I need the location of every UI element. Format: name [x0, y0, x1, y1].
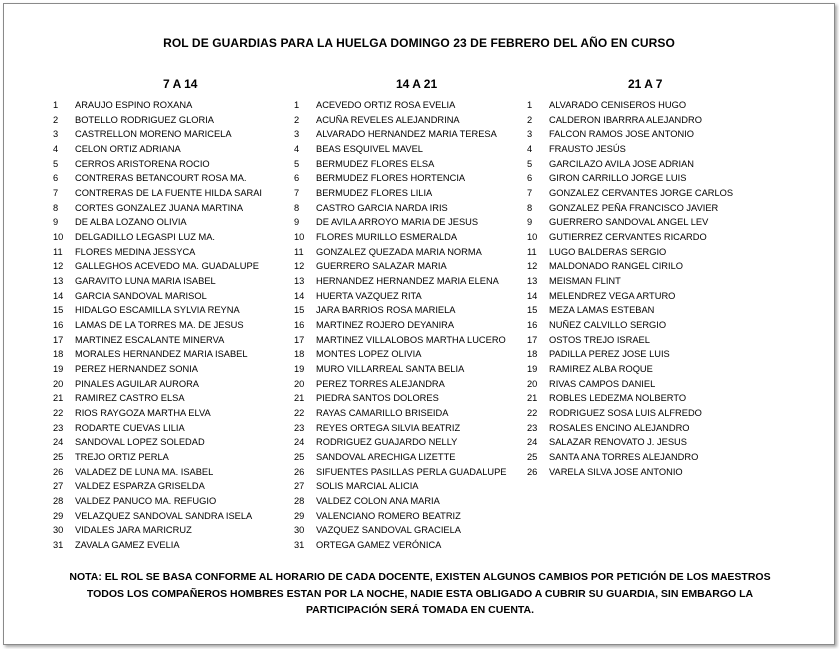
list-item-name: MURO VILLARREAL SANTA BELIA: [316, 364, 465, 375]
list-item-number: 21: [53, 393, 64, 404]
list-item-number: 6: [527, 173, 533, 184]
note-line: PARTICIPACIÓN SERÁ TOMADA EN CUENTA.: [305, 604, 535, 616]
list-item-name: VALDEZ COLON ANA MARIA: [316, 496, 440, 507]
list-item-name: CASTRELLON MORENO MARICELA: [75, 129, 232, 140]
column-header: 14 A 21: [396, 77, 438, 91]
list-item-name: GUERRERO SANDOVAL ANGEL LEV: [549, 217, 709, 228]
list-item-number: 28: [53, 496, 64, 507]
list-item-name: ROBLES LEDEZMA NOLBERTO: [549, 393, 687, 404]
list-item-name: VALADEZ DE LUNA MA. ISABEL: [75, 466, 214, 477]
list-item-number: 31: [294, 540, 305, 551]
list-item-name: CELON ORTIZ ADRIANA: [75, 144, 181, 155]
list-item-number: 5: [527, 158, 533, 169]
list-item-number: 21: [294, 393, 305, 404]
list-item-name: ZAVALA GAMEZ EVELIA: [75, 540, 180, 551]
list-item-name: SALAZAR RENOVATO J. JESUS: [549, 437, 687, 448]
list-item-number: 15: [294, 305, 305, 316]
list-item-name: ALVARADO CENISEROS HUGO: [549, 100, 687, 110]
list-item-number: 22: [53, 408, 64, 419]
list-item-number: 16: [53, 320, 64, 331]
list-item-number: 5: [53, 158, 59, 169]
list-item-name: MARTINEZ ROJERO DEYANIRA: [316, 320, 455, 331]
list-item-number: 13: [527, 276, 538, 287]
list-item-name: GALLEGHOS ACEVEDO MA. GUADALUPE: [75, 261, 259, 272]
list-item-number: 9: [294, 217, 300, 228]
list-item-name: VALDEZ ESPARZA GRISELDA: [75, 481, 205, 492]
list-item-number: 26: [53, 466, 64, 477]
note-line: TODOS LOS COMPAÑEROS HOMBRES ESTAN POR LA NOCHE, NADIE ESTA OBLIGADO A CUBRIR SU GUARDIA, SIN EMBARGO LA: [86, 587, 754, 600]
list-item-number: 21: [527, 393, 538, 404]
list-item-number: 11: [294, 246, 304, 257]
list-item-number: 19: [53, 364, 64, 375]
list-item-number: 5: [294, 158, 300, 169]
list-item-name: LUGO BALDERAS SERGIO: [549, 246, 667, 257]
list-item-number: 13: [53, 276, 64, 287]
list-item-name: SANTA ANA TORRES ALEJANDRO: [549, 452, 699, 463]
list-item-number: 12: [53, 261, 64, 272]
list-item-name: VAZQUEZ SANDOVAL GRACIELA: [316, 525, 461, 536]
list-item-number: 3: [294, 129, 300, 140]
list-item-name: MORALES HERNANDEZ MARIA ISABEL: [75, 349, 248, 360]
list-item-number: 18: [294, 349, 305, 360]
list-item-name: PIEDRA SANTOS DOLORES: [316, 393, 439, 404]
list-item-name: GARCILAZO AVILA JOSE ADRIAN: [549, 158, 695, 169]
list-item-name: CALDERON IBARRRA ALEJANDRO: [549, 114, 702, 125]
list-item-name: MONTES LOPEZ OLIVIA: [316, 349, 422, 360]
list-item-name: GARAVITO LUNA MARIA ISABEL: [75, 276, 216, 287]
list-item-number: 18: [527, 349, 538, 360]
list-item-number: 26: [527, 466, 538, 477]
list-item-number: 4: [53, 144, 59, 155]
list-item-name: ACEVEDO ORTIZ ROSA EVELIA: [316, 100, 456, 110]
list-item-number: 14: [53, 290, 64, 301]
list-item-name: BERMUDEZ FLORES ELSA: [316, 158, 435, 169]
list-item-number: 27: [53, 481, 64, 492]
list-item-name: FRAUSTO JESÚS: [549, 144, 626, 155]
list-item-number: 12: [527, 261, 538, 272]
list-item-name: OSTOS TREJO ISRAEL: [549, 334, 650, 345]
list-item-name: CERROS ARISTORENA ROCIO: [75, 158, 210, 169]
list-item-number: 29: [53, 510, 64, 521]
list-item-number: 24: [527, 437, 538, 448]
list-item-number: 8: [294, 202, 300, 213]
list-item-name: RODRIGUEZ SOSA LUIS ALFREDO: [549, 408, 702, 419]
list-item-name: SANDOVAL ARECHIGA LIZETTE: [316, 452, 456, 463]
list-item-name: BEAS ESQUIVEL MAVEL: [316, 144, 423, 155]
list-item-number: 7: [527, 188, 533, 199]
column-header: 21 A 7: [628, 77, 663, 91]
list-item-number: 19: [294, 364, 305, 375]
list-item-name: MARTINEZ VILLALOBOS MARTHA LUCERO: [316, 334, 506, 345]
list-item-number: 23: [294, 422, 305, 433]
list-item-name: CASTRO GARCIA NARDA IRIS: [316, 202, 448, 213]
list-item-name: GARCIA SANDOVAL MARISOL: [75, 290, 207, 301]
list-item-number: 31: [53, 540, 64, 551]
list-item-number: 10: [527, 232, 538, 243]
list-item-number: 2: [53, 114, 59, 125]
list-item-number: 7: [294, 188, 300, 199]
list-item-number: 6: [53, 173, 59, 184]
list-item-name: CORTES GONZALEZ JUANA MARTINA: [75, 202, 244, 213]
list-item-name: MEISMAN FLINT: [549, 276, 621, 287]
list-item-name: RAYAS CAMARILLO BRISEIDA: [316, 408, 449, 419]
list-item-number: 12: [294, 261, 305, 272]
list-item-name: GIRON CARRILLO JORGE LUIS: [549, 173, 687, 184]
list-item-number: 23: [53, 422, 64, 433]
column-header: 7 A 14: [163, 77, 198, 91]
list-item-number: 9: [527, 217, 533, 228]
list-item-name: SANDOVAL LOPEZ SOLEDAD: [75, 437, 205, 448]
list-item-name: FLORES MURILLO ESMERALDA: [316, 232, 458, 243]
list-item-name: REYES ORTEGA SILVIA BEATRIZ: [316, 422, 461, 433]
list-item-name: RODRIGUEZ GUAJARDO NELLY: [316, 437, 458, 448]
list-item-name: BERMUDEZ FLORES HORTENCIA: [316, 173, 466, 184]
list-item-number: 20: [53, 378, 64, 389]
list-item-name: VALDEZ PANUCO MA. REFUGIO: [75, 496, 217, 507]
list-item-number: 1: [294, 100, 300, 110]
list-item-name: GUTIERREZ CERVANTES RICARDO: [549, 232, 707, 243]
list-item-number: 27: [294, 481, 305, 492]
list-item-number: 17: [53, 334, 64, 345]
list-item-number: 22: [527, 408, 538, 419]
list-item-number: 20: [294, 378, 305, 389]
list-item-name: HERNANDEZ HERNANDEZ MARIA ELENA: [316, 276, 499, 287]
list-item-name: PADILLA PEREZ JOSE LUIS: [549, 349, 670, 360]
note-line: NOTA: EL ROL SE BASA CONFORME AL HORARIO DE CADA DOCENTE, EXISTEN ALGUNOS CAMBIOS POR PETICIÓN DE LOS MAESTROS: [69, 571, 771, 583]
list-item-name: MALDONADO RANGEL CIRILO: [549, 261, 683, 272]
list-item-number: 16: [294, 320, 305, 331]
list-item-name: GONZALEZ QUEZADA MARIA NORMA: [316, 246, 482, 257]
list-item-number: 8: [527, 202, 533, 213]
list-item-number: 20: [527, 378, 538, 389]
list-item-name: GONZALEZ PEÑA FRANCISCO JAVIER: [549, 202, 719, 213]
list-item-name: NUÑEZ CALVILLO SERGIO: [549, 320, 667, 331]
list-item-number: 30: [294, 525, 305, 536]
list-item-number: 15: [527, 305, 538, 316]
list-item-number: 11: [53, 246, 63, 257]
list-item-name: MEZA LAMAS ESTEBAN: [549, 305, 655, 316]
list-item-number: 16: [527, 320, 538, 331]
list-item-name: FALCON RAMOS JOSE ANTONIO: [549, 129, 694, 140]
list-item-name: DELGADILLO LEGASPI LUZ MA.: [75, 232, 216, 243]
list-item-name: HIDALGO ESCAMILLA SYLVIA REYNA: [75, 305, 240, 316]
list-item-name: VIDALES JARA MARICRUZ: [75, 525, 192, 536]
list-item-name: ARAUJO ESPINO ROXANA: [75, 100, 193, 110]
list-item-number: 11: [527, 246, 537, 257]
list-item-name: PINALES AGUILAR AURORA: [75, 378, 200, 389]
list-item-name: PEREZ TORRES ALEJANDRA: [316, 378, 445, 389]
document-page: [3, 3, 835, 645]
list-item-number: 18: [53, 349, 64, 360]
list-item-name: SOLIS MARCIAL ALICIA: [316, 481, 419, 492]
list-item-name: JARA BARRIOS ROSA MARIELA: [316, 305, 456, 316]
list-item-number: 4: [294, 144, 300, 155]
list-item-number: 17: [527, 334, 538, 345]
list-item-name: GONZALEZ CERVANTES JORGE CARLOS: [549, 188, 734, 199]
list-item-name: MARTINEZ ESCALANTE MINERVA: [75, 334, 225, 345]
list-item-name: DE ALBA LOZANO OLIVIA: [75, 217, 187, 228]
list-item-name: RAMIREZ ALBA ROQUE: [549, 364, 653, 375]
list-item-number: 1: [53, 100, 59, 110]
list-item-number: 22: [294, 408, 305, 419]
list-item-number: 28: [294, 496, 305, 507]
list-item-number: 10: [294, 232, 305, 243]
list-item-number: 7: [53, 188, 59, 199]
list-item-number: 26: [294, 466, 305, 477]
list-item-name: GUERRERO SALAZAR MARIA: [316, 261, 447, 272]
list-item-number: 1: [527, 100, 533, 110]
list-item-name: VELAZQUEZ SANDOVAL SANDRA ISELA: [75, 510, 253, 521]
list-item-name: DE AVILA ARROYO MARIA DE JESUS: [316, 217, 479, 228]
list-item-number: 29: [294, 510, 305, 521]
list-item-number: 19: [527, 364, 538, 375]
list-item-name: TREJO ORTIZ PERLA: [75, 452, 169, 463]
list-item-name: HUERTA VAZQUEZ RITA: [316, 290, 422, 301]
list-item-name: MELENDREZ VEGA ARTURO: [549, 290, 676, 301]
list-item-name: VARELA SILVA JOSE ANTONIO: [549, 466, 683, 477]
list-item-name: PEREZ HERNANDEZ SONIA: [75, 364, 198, 375]
list-item-name: BERMUDEZ FLORES LILIA: [316, 188, 433, 199]
list-item-number: 17: [294, 334, 305, 345]
list-item-name: RODARTE CUEVAS LILIA: [75, 422, 185, 433]
list-item-number: 24: [294, 437, 305, 448]
list-item-number: 9: [53, 217, 59, 228]
list-item-number: 2: [527, 114, 533, 125]
list-item-number: 6: [294, 173, 300, 184]
list-item-name: SIFUENTES PASILLAS PERLA GUADALUPE: [316, 466, 507, 477]
list-item-name: RAMIREZ CASTRO ELSA: [75, 393, 185, 404]
list-item-number: 14: [294, 290, 305, 301]
footer-note: [44, 569, 796, 619]
list-item-number: 25: [527, 452, 538, 463]
list-item-number: 24: [53, 437, 64, 448]
list-item-name: ROSALES ENCINO ALEJANDRO: [549, 422, 690, 433]
list-item-number: 3: [527, 129, 533, 140]
list-item-name: ACUÑA REVELES ALEJANDRINA: [316, 114, 460, 125]
list-item-name: CONTRERAS DE LA FUENTE HILDA SARAI: [75, 188, 263, 199]
list-item-number: 25: [53, 452, 64, 463]
list-item-number: 3: [53, 129, 59, 140]
list-item-number: 23: [527, 422, 538, 433]
list-item-name: RIOS RAYGOZA MARTHA ELVA: [75, 408, 211, 419]
list-item-name: LAMAS DE LA TORRES MA. DE JESUS: [75, 320, 244, 331]
list-item-number: 10: [53, 232, 64, 243]
list-item-number: 14: [527, 290, 538, 301]
page-title: ROL DE GUARDIAS PARA LA HUELGA DOMINGO 23 DE FEBRERO DEL AÑO EN CURSO: [163, 36, 675, 50]
list-item-number: 2: [294, 114, 300, 125]
list-item-number: 15: [53, 305, 64, 316]
list-item-number: 25: [294, 452, 305, 463]
list-item-name: RIVAS CAMPOS DANIEL: [549, 378, 656, 389]
list-item-name: BOTELLO RODRIGUEZ GLORIA: [75, 114, 214, 125]
list-item-name: FLORES MEDINA JESSYCA: [75, 246, 196, 257]
list-item-number: 30: [53, 525, 64, 536]
list-item-number: 4: [527, 144, 533, 155]
list-item-number: 8: [53, 202, 59, 213]
list-item-number: 13: [294, 276, 305, 287]
list-item-name: ALVARADO HERNANDEZ MARIA TERESA: [316, 129, 497, 140]
list-item-name: CONTRERAS BETANCOURT ROSA MA.: [75, 173, 247, 184]
list-item-name: VALENCIANO ROMERO BEATRIZ: [316, 510, 461, 521]
list-item-name: ORTEGA GAMEZ VERÓNICA: [316, 540, 442, 551]
